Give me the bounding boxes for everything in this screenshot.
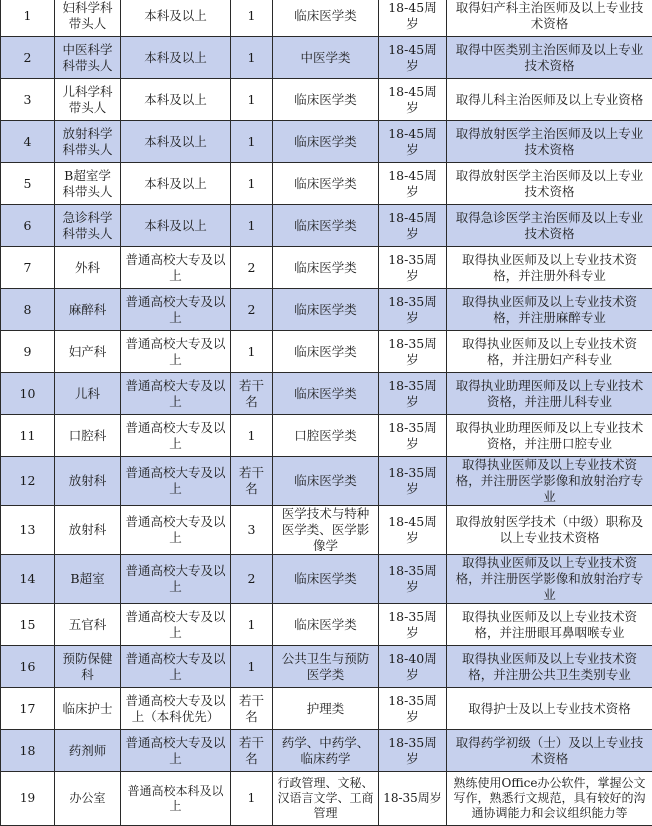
requirement-cell: 取得中医类别主治医师及以上专业技术资格 bbox=[447, 37, 652, 79]
education-cell: 普通高校大专及以上 bbox=[121, 247, 231, 289]
major-cell: 临床医学类 bbox=[273, 121, 379, 163]
row-number-cell: 17 bbox=[1, 688, 55, 730]
post-name-cell: 放射科学科带头人 bbox=[55, 121, 121, 163]
headcount-cell: 1 bbox=[231, 0, 273, 37]
headcount-cell: 1 bbox=[231, 331, 273, 373]
requirement-cell: 取得执业医师及以上专业技术资格，并注册医学影像和放射治疗专业 bbox=[447, 457, 652, 506]
headcount-cell: 若干名 bbox=[231, 730, 273, 772]
table-row bbox=[1, 457, 652, 506]
row-number-cell: 3 bbox=[1, 79, 55, 121]
row-number-cell: 6 bbox=[1, 205, 55, 247]
age-cell: 18-45周岁 bbox=[379, 163, 447, 205]
headcount-cell: 1 bbox=[231, 415, 273, 457]
education-cell: 普通高校大专及以上 bbox=[121, 331, 231, 373]
requirement-cell: 取得执业医师及以上专业技术资格，并注册外科专业 bbox=[447, 247, 652, 289]
education-cell: 普通高校大专及以上 bbox=[121, 289, 231, 331]
post-name-cell: 麻醉科 bbox=[55, 289, 121, 331]
major-cell: 临床医学类 bbox=[273, 163, 379, 205]
requirement-cell: 取得儿科主治医师及以上专业资格 bbox=[447, 79, 652, 121]
major-cell: 护理类 bbox=[273, 688, 379, 730]
row-number-cell: 10 bbox=[1, 373, 55, 415]
requirement-cell: 取得护士及以上专业技术资格 bbox=[447, 688, 652, 730]
post-name-cell: 药剂师 bbox=[55, 730, 121, 772]
education-cell: 普通高校大专及以上（本科优先） bbox=[121, 688, 231, 730]
post-name-cell: 临床护士 bbox=[55, 688, 121, 730]
requirement-cell: 取得急诊医学主治医师及以上专业技术资格 bbox=[447, 205, 652, 247]
table-row bbox=[1, 121, 652, 163]
headcount-cell: 1 bbox=[231, 79, 273, 121]
headcount-cell: 1 bbox=[231, 121, 273, 163]
post-name-cell: 急诊科学科带头人 bbox=[55, 205, 121, 247]
age-cell: 18-45周岁 bbox=[379, 37, 447, 79]
requirement-cell: 取得执业助理医师及以上专业技术资格，并注册儿科专业 bbox=[447, 373, 652, 415]
headcount-cell: 若干名 bbox=[231, 688, 273, 730]
major-cell: 公共卫生与预防医学类 bbox=[273, 646, 379, 688]
requirement-cell: 取得药学初级（士）及以上专业技术资格 bbox=[447, 730, 652, 772]
row-number-cell: 13 bbox=[1, 506, 55, 555]
table-row bbox=[1, 163, 652, 205]
headcount-cell: 3 bbox=[231, 506, 273, 555]
headcount-cell: 1 bbox=[231, 163, 273, 205]
education-cell: 本科及以上 bbox=[121, 163, 231, 205]
education-cell: 普通高校大专及以上 bbox=[121, 506, 231, 555]
requirement-cell: 取得执业医师及以上专业技术资格，并注册公共卫生类别专业 bbox=[447, 646, 652, 688]
post-name-cell: 中医科学科带头人 bbox=[55, 37, 121, 79]
table-row bbox=[1, 555, 652, 604]
headcount-cell: 1 bbox=[231, 772, 273, 826]
education-cell: 本科及以上 bbox=[121, 0, 231, 37]
major-cell: 临床医学类 bbox=[273, 289, 379, 331]
table-row bbox=[1, 772, 652, 826]
row-number-cell: 8 bbox=[1, 289, 55, 331]
requirement-cell: 取得执业医师及以上专业技术资格，并注册妇产科专业 bbox=[447, 331, 652, 373]
education-cell: 本科及以上 bbox=[121, 121, 231, 163]
table-row bbox=[1, 506, 652, 555]
requirement-cell: 取得执业医师及以上专业技术资格，并注册麻醉专业 bbox=[447, 289, 652, 331]
age-cell: 18-35周岁 bbox=[379, 247, 447, 289]
age-cell: 18-35周岁 bbox=[379, 289, 447, 331]
age-cell: 18-35周岁 bbox=[379, 772, 447, 826]
age-cell: 18-45周岁 bbox=[379, 205, 447, 247]
major-cell: 临床医学类 bbox=[273, 0, 379, 37]
age-cell: 18-45周岁 bbox=[379, 0, 447, 37]
education-cell: 普通高校大专及以上 bbox=[121, 555, 231, 604]
row-number-cell: 15 bbox=[1, 604, 55, 646]
age-cell: 18-35周岁 bbox=[379, 555, 447, 604]
headcount-cell: 若干名 bbox=[231, 457, 273, 506]
major-cell: 药学、中药学、临床药学 bbox=[273, 730, 379, 772]
requirement-cell: 取得放射医学主治医师及以上专业技术资格 bbox=[447, 121, 652, 163]
education-cell: 普通高校本科及以上 bbox=[121, 772, 231, 826]
table-row bbox=[1, 289, 652, 331]
headcount-cell: 2 bbox=[231, 555, 273, 604]
post-name-cell: 五官科 bbox=[55, 604, 121, 646]
age-cell: 18-45周岁 bbox=[379, 506, 447, 555]
education-cell: 普通高校大专及以上 bbox=[121, 373, 231, 415]
row-number-cell: 4 bbox=[1, 121, 55, 163]
requirement-cell: 取得放射医学主治医师及以上专业技术资格 bbox=[447, 163, 652, 205]
table-row bbox=[1, 331, 652, 373]
headcount-cell: 2 bbox=[231, 289, 273, 331]
row-number-cell: 9 bbox=[1, 331, 55, 373]
post-name-cell: 口腔科 bbox=[55, 415, 121, 457]
row-number-cell: 16 bbox=[1, 646, 55, 688]
headcount-cell: 1 bbox=[231, 37, 273, 79]
row-number-cell: 7 bbox=[1, 247, 55, 289]
post-name-cell: 放射科 bbox=[55, 457, 121, 506]
major-cell: 临床医学类 bbox=[273, 555, 379, 604]
table-row bbox=[1, 37, 652, 79]
table-row bbox=[1, 373, 652, 415]
major-cell: 医学技术与特种医学类、医学影像学 bbox=[273, 506, 379, 555]
age-cell: 18-35周岁 bbox=[379, 415, 447, 457]
education-cell: 本科及以上 bbox=[121, 79, 231, 121]
age-cell: 18-35周岁 bbox=[379, 688, 447, 730]
education-cell: 普通高校大专及以上 bbox=[121, 457, 231, 506]
education-cell: 本科及以上 bbox=[121, 205, 231, 247]
major-cell: 口腔医学类 bbox=[273, 415, 379, 457]
requirement-cell: 取得放射医学技术（中级）职称及以上专业技术资格 bbox=[447, 506, 652, 555]
major-cell: 临床医学类 bbox=[273, 205, 379, 247]
post-name-cell: 儿科 bbox=[55, 373, 121, 415]
age-cell: 18-35周岁 bbox=[379, 457, 447, 506]
row-number-cell: 12 bbox=[1, 457, 55, 506]
major-cell: 行政管理、文秘、汉语言文学、工商管理 bbox=[273, 772, 379, 826]
age-cell: 18-35周岁 bbox=[379, 730, 447, 772]
post-name-cell: 预防保健科 bbox=[55, 646, 121, 688]
post-name-cell: 办公室 bbox=[55, 772, 121, 826]
table-row bbox=[1, 415, 652, 457]
headcount-cell: 1 bbox=[231, 646, 273, 688]
age-cell: 18-35周岁 bbox=[379, 604, 447, 646]
post-name-cell: 妇科学科带头人 bbox=[55, 0, 121, 37]
major-cell: 临床医学类 bbox=[273, 331, 379, 373]
row-number-cell: 11 bbox=[1, 415, 55, 457]
education-cell: 普通高校大专及以上 bbox=[121, 646, 231, 688]
education-cell: 普通高校大专及以上 bbox=[121, 415, 231, 457]
age-cell: 18-40周岁 bbox=[379, 646, 447, 688]
major-cell: 中医学类 bbox=[273, 37, 379, 79]
post-name-cell: B超室学科带头人 bbox=[55, 163, 121, 205]
major-cell: 临床医学类 bbox=[273, 247, 379, 289]
requirement-cell: 取得妇产科主治医师及以上专业技术资格 bbox=[447, 0, 652, 37]
age-cell: 18-35周岁 bbox=[379, 373, 447, 415]
table-row bbox=[1, 247, 652, 289]
post-name-cell: B超室 bbox=[55, 555, 121, 604]
age-cell: 18-35周岁 bbox=[379, 331, 447, 373]
table-row bbox=[1, 205, 652, 247]
major-cell: 临床医学类 bbox=[273, 457, 379, 506]
table-body bbox=[1, 0, 652, 826]
major-cell: 临床医学类 bbox=[273, 604, 379, 646]
row-number-cell: 14 bbox=[1, 555, 55, 604]
education-cell: 本科及以上 bbox=[121, 37, 231, 79]
post-name-cell: 妇产科 bbox=[55, 331, 121, 373]
age-cell: 18-45周岁 bbox=[379, 79, 447, 121]
headcount-cell: 若干名 bbox=[231, 373, 273, 415]
post-name-cell: 外科 bbox=[55, 247, 121, 289]
table-row bbox=[1, 604, 652, 646]
requirement-cell: 取得执业医师及以上专业技术资格，并注册眼耳鼻咽喉专业 bbox=[447, 604, 652, 646]
requirement-cell: 取得执业医师及以上专业技术资格，并注册医学影像和放射治疗专业 bbox=[447, 555, 652, 604]
table-row bbox=[1, 688, 652, 730]
row-number-cell: 18 bbox=[1, 730, 55, 772]
headcount-cell: 1 bbox=[231, 604, 273, 646]
row-number-cell: 2 bbox=[1, 37, 55, 79]
row-number-cell: 19 bbox=[1, 772, 55, 826]
table-row bbox=[1, 646, 652, 688]
age-cell: 18-45周岁 bbox=[379, 121, 447, 163]
table-row bbox=[1, 79, 652, 121]
major-cell: 临床医学类 bbox=[273, 373, 379, 415]
major-cell: 临床医学类 bbox=[273, 79, 379, 121]
education-cell: 普通高校大专及以上 bbox=[121, 604, 231, 646]
requirement-cell: 熟练使用Office办公软件，掌握公文写作，熟悉行文规范，具有较好的沟通协调能力和会议组织能力等 bbox=[447, 772, 652, 826]
headcount-cell: 1 bbox=[231, 205, 273, 247]
education-cell: 普通高校大专及以上 bbox=[121, 730, 231, 772]
row-number-cell: 1 bbox=[1, 0, 55, 37]
post-name-cell: 儿科学科带头人 bbox=[55, 79, 121, 121]
table-row bbox=[1, 730, 652, 772]
requirement-cell: 取得执业助理医师及以上专业技术资格，并注册口腔专业 bbox=[447, 415, 652, 457]
headcount-cell: 2 bbox=[231, 247, 273, 289]
post-name-cell: 放射科 bbox=[55, 506, 121, 555]
row-number-cell: 5 bbox=[1, 163, 55, 205]
table-row bbox=[1, 0, 652, 37]
